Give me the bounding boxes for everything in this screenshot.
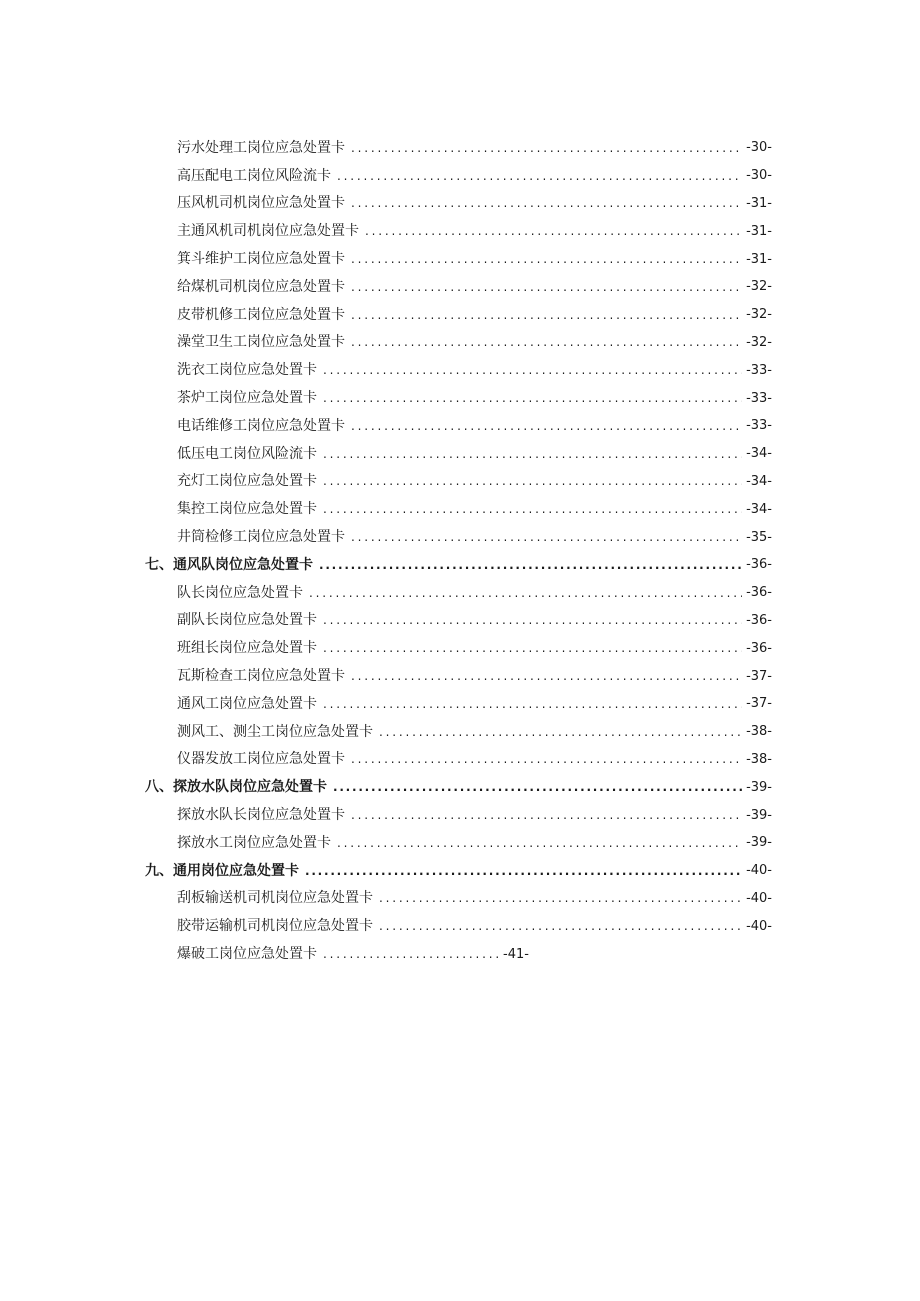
toc-dot-leader (351, 669, 742, 683)
toc-entry[interactable] (0, 940, 920, 968)
toc-entry-page: -30- (746, 168, 772, 184)
toc-entry-title: 刮板输送机司机岗位应急处置卡 (177, 890, 373, 907)
toc-entry-title: 七、通风队岗位应急处置卡 (145, 556, 313, 573)
toc-entry-page: -34- (746, 473, 772, 489)
toc-dot-leader (351, 530, 742, 544)
toc-entry[interactable] (0, 829, 772, 857)
toc-entry-title: 箕斗维护工岗位应急处置卡 (177, 251, 345, 268)
toc-entry[interactable] (0, 468, 772, 496)
toc-entry-page: -34- (746, 446, 772, 462)
toc-entry[interactable] (0, 634, 772, 662)
toc-entry-page: -41- (503, 946, 529, 962)
toc-entry[interactable] (0, 329, 772, 357)
toc-entry-title: 主通风机司机岗位应急处置卡 (177, 223, 359, 240)
toc-entry-page: -37- (746, 696, 772, 712)
toc-entry[interactable] (0, 607, 772, 635)
toc-entry-page: -37- (746, 668, 772, 684)
toc-entry[interactable] (0, 912, 772, 940)
toc-dot-leader (351, 196, 742, 210)
toc-entry-page: -30- (746, 140, 772, 156)
toc-entry-page: -31- (746, 223, 772, 239)
toc-entry-title: 班组长岗位应急处置卡 (177, 640, 317, 657)
toc-entry-title: 低压电工岗位风险流卡 (177, 445, 317, 462)
toc-entry-page: -38- (746, 724, 772, 740)
toc-entry[interactable] (0, 718, 772, 746)
toc-dot-leader (351, 141, 742, 155)
toc-entry-page: -36- (746, 585, 772, 601)
toc-entry-title: 测风工、测尘工岗位应急处置卡 (177, 723, 373, 740)
toc-entry-title: 胶带运输机司机岗位应急处置卡 (177, 918, 373, 935)
toc-dot-leader (351, 308, 742, 322)
toc-entry-title: 污水处理工岗位应急处置卡 (177, 139, 345, 156)
toc-dot-leader (351, 280, 742, 294)
toc-dot-leader (323, 474, 742, 488)
toc-dot-leader (351, 252, 742, 266)
toc-entry[interactable] (0, 134, 772, 162)
toc-dot-leader (379, 891, 742, 905)
toc-entry[interactable] (0, 801, 772, 829)
toc-dot-leader (351, 752, 742, 766)
toc-entry-title: 洗衣工岗位应急处置卡 (177, 362, 317, 379)
toc-entry-title: 探放水队长岗位应急处置卡 (177, 807, 345, 824)
toc-entry-title: 压风机司机岗位应急处置卡 (177, 195, 345, 212)
toc-entry-title: 探放水工岗位应急处置卡 (177, 834, 331, 851)
toc-entry[interactable] (0, 746, 772, 774)
toc-section-heading[interactable] (0, 773, 772, 801)
toc-dot-leader (323, 697, 742, 711)
toc-entry[interactable] (0, 440, 772, 468)
toc-section-heading[interactable] (0, 551, 772, 579)
toc-entry[interactable] (0, 690, 772, 718)
toc-entry-title: 瓦斯检查工岗位应急处置卡 (177, 668, 345, 685)
toc-dot-leader (379, 725, 742, 739)
toc-entry[interactable] (0, 162, 772, 190)
toc-entry-page: -32- (746, 334, 772, 350)
toc-entry-title: 副队长岗位应急处置卡 (177, 612, 317, 629)
toc-entry[interactable] (0, 412, 772, 440)
toc-entry[interactable] (0, 495, 772, 523)
toc-entry-page: -40- (746, 918, 772, 934)
toc-entry[interactable] (0, 217, 772, 245)
table-of-contents (0, 134, 920, 968)
toc-entry[interactable] (0, 245, 772, 273)
toc-dot-leader (323, 641, 742, 655)
toc-entry-title: 皮带机修工岗位应急处置卡 (177, 306, 345, 323)
toc-entry[interactable] (0, 885, 772, 913)
toc-entry-title: 八、探放水队岗位应急处置卡 (145, 779, 327, 796)
toc-entry-page: -34- (746, 501, 772, 517)
toc-dot-leader (323, 391, 742, 405)
toc-entry-title: 队长岗位应急处置卡 (177, 584, 303, 601)
toc-entry-page: -36- (746, 557, 772, 573)
toc-section-heading[interactable] (0, 857, 772, 885)
toc-entry-title: 茶炉工岗位应急处置卡 (177, 390, 317, 407)
toc-entry-page: -40- (746, 863, 772, 879)
toc-dot-leader (365, 224, 742, 238)
toc-entry-page: -31- (746, 195, 772, 211)
toc-entry-title: 电话维修工岗位应急处置卡 (177, 417, 345, 434)
toc-dot-leader (379, 919, 742, 933)
toc-entry-title: 爆破工岗位应急处置卡 (177, 946, 317, 962)
toc-entry[interactable] (0, 356, 772, 384)
toc-entry-page: -40- (746, 890, 772, 906)
toc-entry[interactable] (0, 301, 772, 329)
toc-entry-page: -39- (746, 779, 772, 795)
toc-dot-leader (323, 447, 742, 461)
toc-dot-leader (351, 335, 742, 349)
toc-dot-leader (333, 780, 742, 794)
toc-entry-title: 通风工岗位应急处置卡 (177, 695, 317, 712)
toc-entry-page: -33- (746, 362, 772, 378)
toc-entry-title: 集控工岗位应急处置卡 (177, 501, 317, 518)
toc-entry[interactable] (0, 579, 772, 607)
toc-entry-page: -35- (746, 529, 772, 545)
toc-dot-leader (351, 808, 742, 822)
toc-entry-page: -32- (746, 307, 772, 323)
toc-entry-title: 充灯工岗位应急处置卡 (177, 473, 317, 490)
toc-entry-title: 澡堂卫生工岗位应急处置卡 (177, 334, 345, 351)
toc-entry-title: 井筒检修工岗位应急处置卡 (177, 529, 345, 546)
toc-entry-page: -33- (746, 390, 772, 406)
toc-entry[interactable] (0, 523, 772, 551)
toc-entry[interactable] (0, 662, 772, 690)
toc-dot-leader (323, 613, 742, 627)
toc-entry-page: -36- (746, 612, 772, 628)
toc-entry-title: 九、通用岗位应急处置卡 (145, 862, 299, 879)
toc-dot-leader (351, 419, 742, 433)
toc-entry-title: 高压配电工岗位风险流卡 (177, 167, 331, 184)
toc-dot-leader (323, 502, 742, 516)
toc-entry[interactable] (0, 273, 772, 301)
toc-entry-page: -39- (746, 807, 772, 823)
toc-entry-page: -39- (746, 835, 772, 851)
toc-entry[interactable] (0, 190, 772, 218)
toc-entry-page: -32- (746, 279, 772, 295)
toc-dot-leader (323, 947, 499, 961)
toc-entry[interactable] (0, 384, 772, 412)
toc-entry-page: -36- (746, 640, 772, 656)
toc-entry-page: -33- (746, 418, 772, 434)
toc-dot-leader (309, 586, 742, 600)
toc-entry-title: 给煤机司机岗位应急处置卡 (177, 278, 345, 295)
toc-dot-leader (337, 836, 742, 850)
toc-dot-leader (323, 363, 742, 377)
toc-dot-leader (337, 169, 742, 183)
toc-entry-page: -31- (746, 251, 772, 267)
toc-dot-leader (319, 558, 742, 572)
toc-entry-title: 仪器发放工岗位应急处置卡 (177, 751, 345, 768)
toc-dot-leader (305, 864, 742, 878)
toc-entry-page: -38- (746, 751, 772, 767)
